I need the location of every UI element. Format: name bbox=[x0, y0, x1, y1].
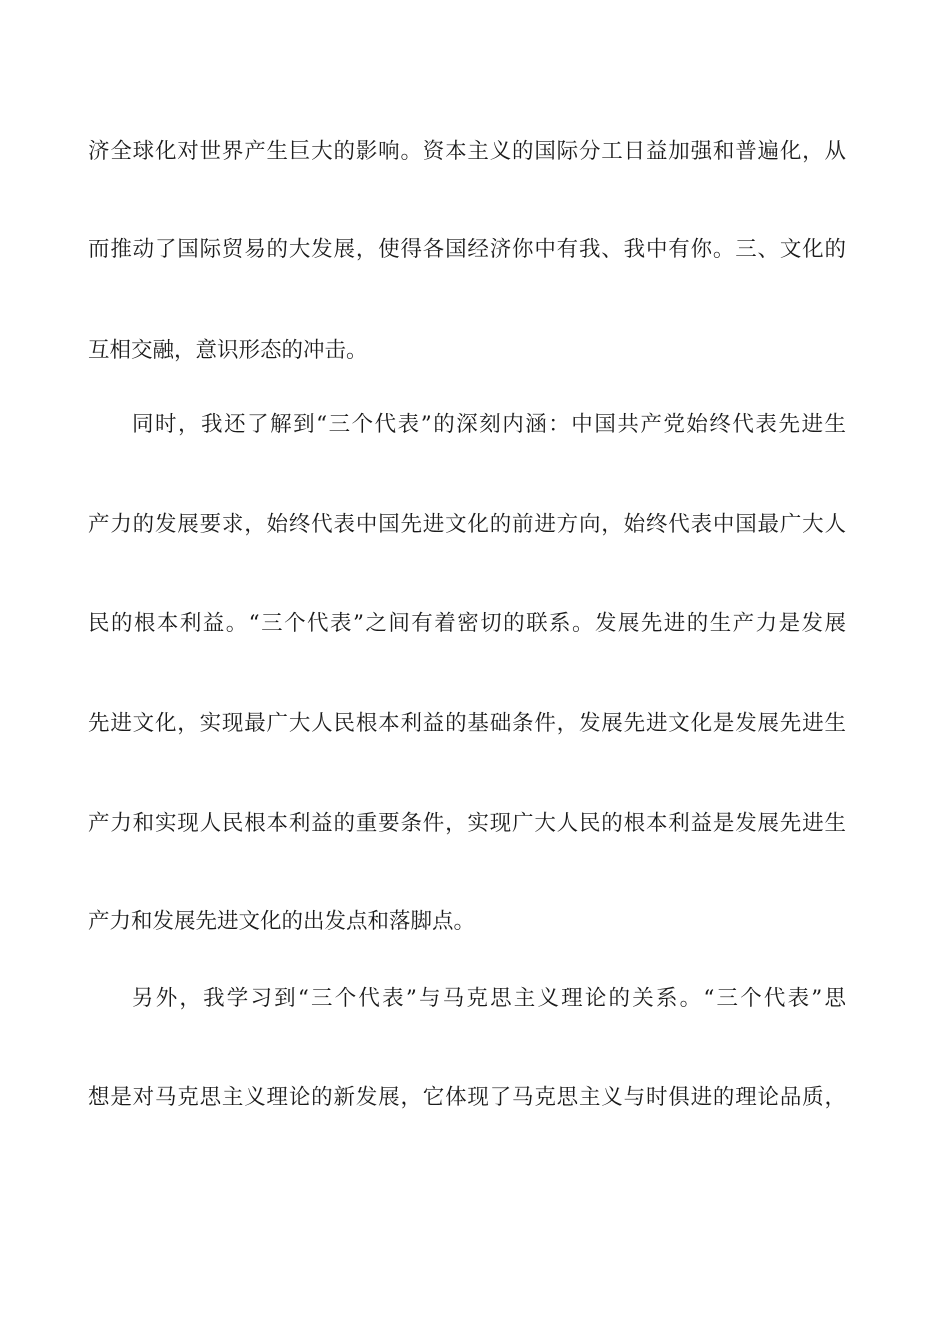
paragraph-start-1: 同时，我还了解到“三个代表”的深刻内涵：中国共产党始终代表先进生 bbox=[132, 412, 846, 437]
text-line-7: 先进文化，实现最广大人民根本利益的基础条件，发展先进文化是发展先进生 bbox=[88, 711, 846, 736]
text-line-5: 产力的发展要求，始终代表中国先进文化的前进方向，始终代表中国最广大人 bbox=[88, 512, 846, 537]
text-line-6: 民的根本利益。“三个代表”之间有着密切的联系。发展先进的生产力是发展 bbox=[88, 611, 846, 636]
text-line-2: 而推动了国际贸易的大发展，使得各国经济你中有我、我中有你。三、文化的 bbox=[88, 237, 846, 262]
text-line-3: 互相交融，意识形态的冲击。 bbox=[88, 338, 368, 363]
text-line-11: 想是对马克思主义理论的新发展，它体现了马克思主义与时俱进的理论品质， bbox=[88, 1085, 846, 1110]
text-line-8: 产力和实现人民根本利益的重要条件，实现广大人民的根本利益是发展先进生 bbox=[88, 811, 846, 836]
text-line-9: 产力和发展先进文化的出发点和落脚点。 bbox=[88, 909, 476, 934]
paragraph-start-2: 另外，我学习到“三个代表”与马克思主义理论的关系。“三个代表”思 bbox=[132, 986, 846, 1011]
text-line-1: 济全球化对世界产生巨大的影响。资本主义的国际分工日益加强和普遍化，从 bbox=[88, 139, 846, 164]
